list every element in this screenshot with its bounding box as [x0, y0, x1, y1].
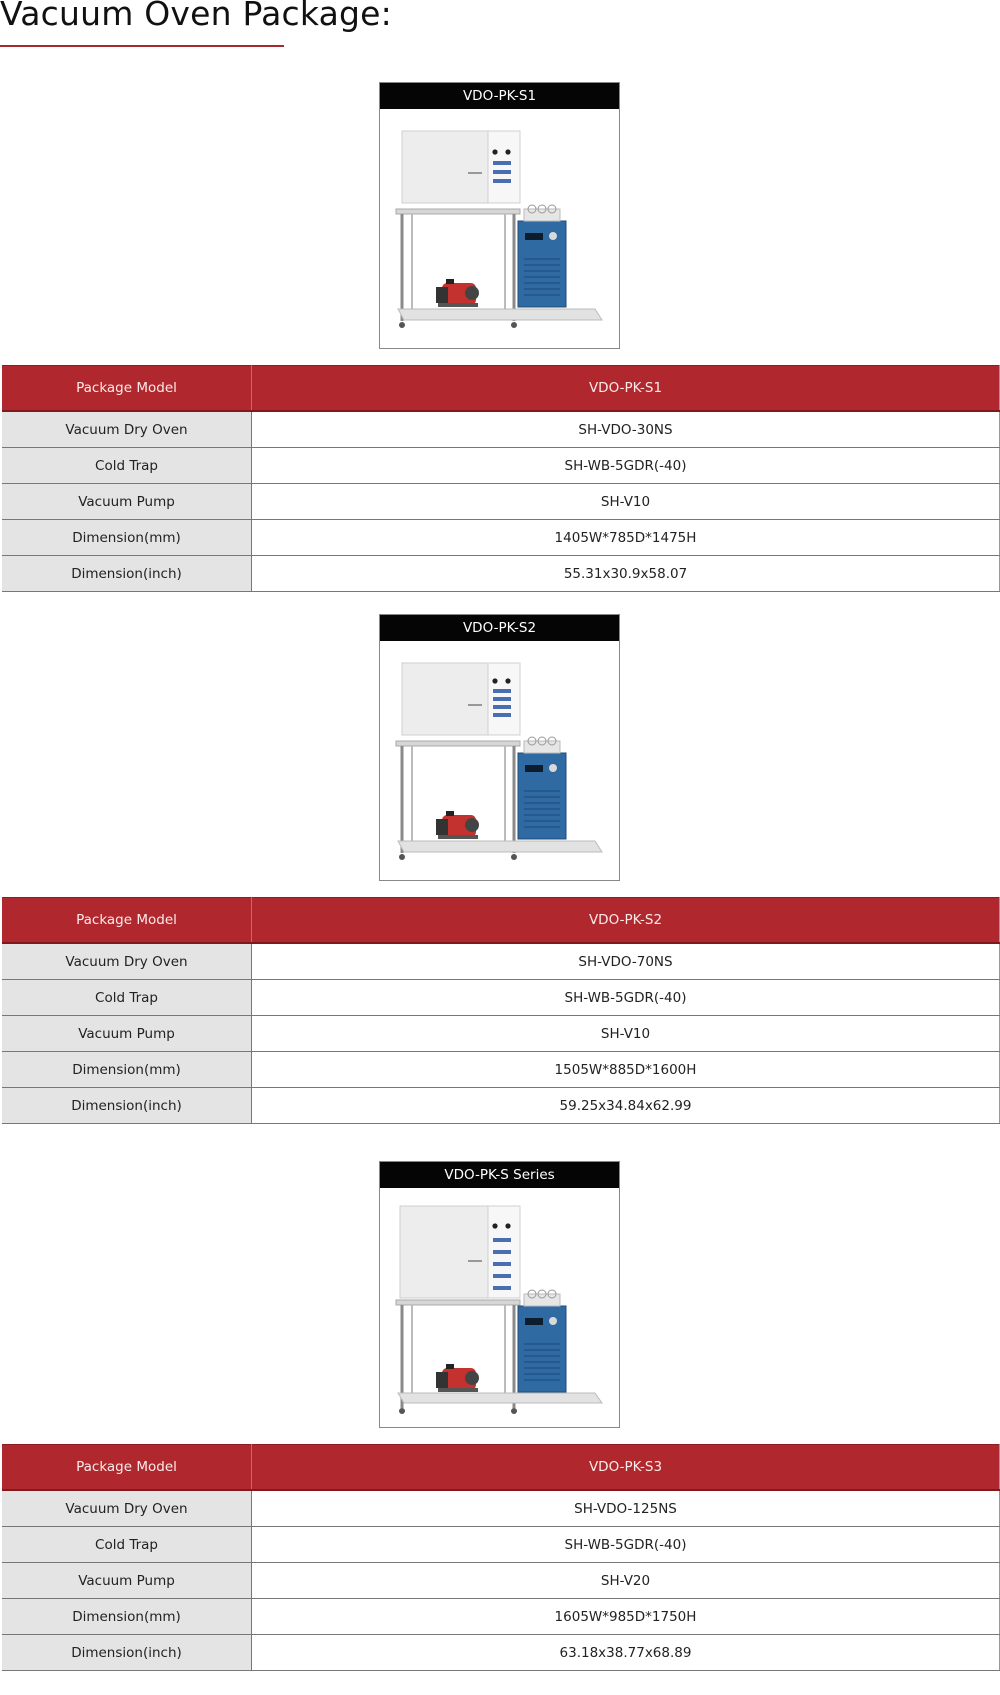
product-card-3: [379, 1161, 620, 1428]
row-value: SH-VDO-70NS: [252, 943, 1000, 980]
product-card-2: [379, 614, 620, 881]
row-label: Vacuum Pump: [2, 1563, 252, 1599]
row-label: Vacuum Dry Oven: [2, 411, 252, 448]
vacuum-oven-package-illustration: [380, 109, 619, 348]
row-label: Dimension(mm): [2, 1599, 252, 1635]
row-label: Cold Trap: [2, 448, 252, 484]
row-value: SH-V20: [252, 1563, 1000, 1599]
table-row: [2, 411, 1000, 448]
product-image: [380, 641, 619, 880]
row-value: SH-WB-5GDR(-40): [252, 980, 1000, 1016]
row-label: Vacuum Pump: [2, 484, 252, 520]
table-row: [2, 1052, 1000, 1088]
table-header-row: [2, 366, 1000, 412]
row-label: Vacuum Dry Oven: [2, 943, 252, 980]
row-value: SH-V10: [252, 1016, 1000, 1052]
table-row: [2, 1599, 1000, 1635]
vacuum-oven-package-illustration: [380, 641, 619, 880]
table-header-row: [2, 898, 1000, 944]
product-image: [380, 1188, 619, 1427]
table-row: [2, 1563, 1000, 1599]
row-value: SH-V10: [252, 484, 1000, 520]
row-value: SH-WB-5GDR(-40): [252, 448, 1000, 484]
spec-table-3: [2, 1444, 1000, 1671]
table-row: [2, 1490, 1000, 1527]
row-value: 63.18x38.77x68.89: [252, 1635, 1000, 1671]
table-row: [2, 556, 1000, 592]
header-model: VDO-PK-S3: [252, 1445, 1000, 1491]
row-value: 1505W*885D*1600H: [252, 1052, 1000, 1088]
header-label: Package Model: [2, 898, 252, 944]
table-row: [2, 1016, 1000, 1052]
row-label: Vacuum Pump: [2, 1016, 252, 1052]
row-value: SH-VDO-30NS: [252, 411, 1000, 448]
table-row: [2, 448, 1000, 484]
table-row: [2, 520, 1000, 556]
spec-table-1: [2, 365, 1000, 592]
page-title: Vacuum Oven Package:: [0, 0, 392, 33]
header-model: VDO-PK-S1: [252, 366, 1000, 412]
row-label: Dimension(mm): [2, 520, 252, 556]
row-value: 1405W*785D*1475H: [252, 520, 1000, 556]
title-underline: [0, 45, 284, 47]
table-row: [2, 484, 1000, 520]
row-label: Dimension(inch): [2, 1635, 252, 1671]
card-title: VDO-PK-S2: [380, 615, 619, 641]
row-value: SH-VDO-125NS: [252, 1490, 1000, 1527]
table-row: [2, 943, 1000, 980]
row-value: 59.25x34.84x62.99: [252, 1088, 1000, 1124]
card-title: VDO-PK-S1: [380, 83, 619, 109]
row-value: 1605W*985D*1750H: [252, 1599, 1000, 1635]
table-header-row: [2, 1445, 1000, 1491]
table-row: [2, 1527, 1000, 1563]
header-label: Package Model: [2, 366, 252, 412]
row-label: Dimension(inch): [2, 556, 252, 592]
header-label: Package Model: [2, 1445, 252, 1491]
spec-table-2: [2, 897, 1000, 1124]
row-label: Vacuum Dry Oven: [2, 1490, 252, 1527]
header-model: VDO-PK-S2: [252, 898, 1000, 944]
table-row: [2, 1088, 1000, 1124]
row-label: Dimension(inch): [2, 1088, 252, 1124]
table-row: [2, 1635, 1000, 1671]
row-value: 55.31x30.9x58.07: [252, 556, 1000, 592]
table-row: [2, 980, 1000, 1016]
row-label: Cold Trap: [2, 980, 252, 1016]
product-image: [380, 109, 619, 348]
product-card-1: [379, 82, 620, 349]
card-title: VDO-PK-S Series: [380, 1162, 619, 1188]
row-label: Dimension(mm): [2, 1052, 252, 1088]
row-value: SH-WB-5GDR(-40): [252, 1527, 1000, 1563]
row-label: Cold Trap: [2, 1527, 252, 1563]
vacuum-oven-package-illustration: [380, 1188, 619, 1427]
